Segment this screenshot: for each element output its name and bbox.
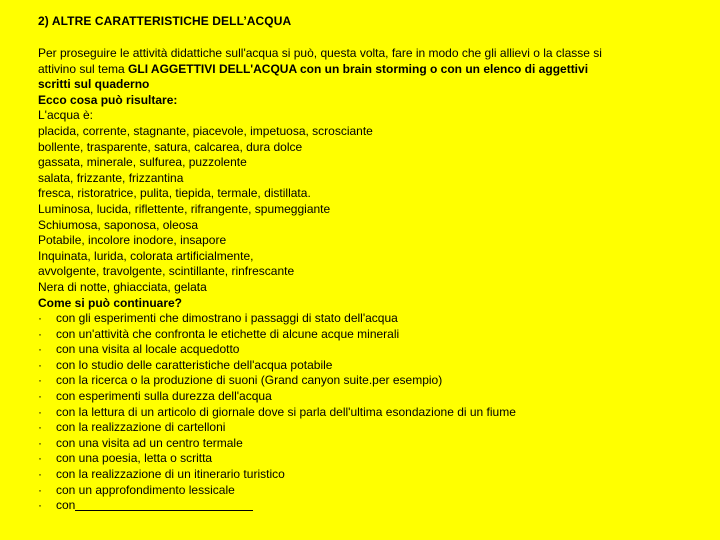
- bullet-marker: ·: [38, 389, 42, 404]
- intro-topic-bold: GLI AGGETTIVI DELL'ACQUA con un brain storming o con un elenco di aggettivi: [128, 61, 589, 76]
- bullet-marker: ·: [38, 404, 42, 419]
- list-item: [38, 467, 688, 483]
- bullet-marker: ·: [38, 482, 42, 497]
- list-item: [38, 389, 688, 405]
- adjective-line: Inquinata, lurida, colorata artificialmente,: [38, 248, 254, 263]
- list-item: [38, 327, 688, 343]
- list-item-text: con un approfondimento lessicale: [56, 482, 235, 497]
- list-item: [38, 451, 688, 467]
- list-item-text: con la realizzazione di cartelloni: [56, 420, 226, 435]
- bullet-marker: ·: [38, 311, 42, 326]
- list-item: [38, 483, 688, 499]
- result-heading: Ecco cosa può risultare:: [38, 92, 178, 107]
- intro-line-1: Per proseguire le attività didattiche sull'acqua si può, questa volta, fare in modo che gli allievi o la classe si: [38, 46, 602, 60]
- adjective-line: Luminosa, lucida, riflettente, rifrangente, spumeggiante: [38, 201, 331, 216]
- list-item: [38, 342, 688, 358]
- adjective-line: Potabile, incolore inodore, insapore: [38, 233, 227, 248]
- bullet-marker: ·: [38, 451, 42, 466]
- intro-line-3: scritti sul quaderno: [38, 77, 150, 92]
- bullet-marker: ·: [38, 326, 42, 341]
- list-item-text: con una visita al locale acquedotto: [56, 342, 240, 357]
- page-title: 2) ALTRE CARATTERISTICHE DELL’ACQUA: [38, 14, 292, 28]
- list-item-text: con la realizzazione di un itinerario turistico: [56, 467, 285, 482]
- list-item: [38, 498, 688, 514]
- list-item-text: con una poesia, letta o scritta: [56, 451, 213, 466]
- adjective-line: Nera di notte, ghiacciata, gelata: [38, 279, 207, 294]
- bullet-marker: ·: [38, 435, 42, 450]
- bullet-marker: ·: [38, 342, 42, 357]
- list-item-text: con: [56, 498, 76, 513]
- bullet-marker: ·: [38, 467, 42, 482]
- adjective-line: placida, corrente, stagnante, piacevole, impetuosa, scrosciante: [38, 123, 373, 138]
- bullet-marker: ·: [38, 373, 42, 388]
- water-is-label: L'acqua è:: [38, 108, 94, 123]
- adjective-line: avvolgente, travolgente, scintillante, rinfrescante: [38, 264, 295, 279]
- intro-line-2-text: attivino sul tema: [38, 61, 129, 76]
- list-item: [38, 358, 688, 374]
- list-item-text: con la lettura di un articolo di giornale dove si parla dell'ultima esondazione di un fiume: [56, 404, 516, 419]
- list-item: [38, 420, 688, 436]
- bullet-list: [38, 311, 688, 514]
- fill-in-blank-line: [75, 498, 253, 511]
- bullet-marker: ·: [38, 357, 42, 372]
- list-item: [38, 436, 688, 452]
- bullet-marker: ·: [38, 498, 42, 513]
- intro-line-2: [38, 62, 688, 78]
- list-item-text: con gli esperimenti che dimostrano i passaggi di stato dell'acqua: [56, 311, 398, 326]
- continue-heading: Come si può continuare?: [38, 295, 183, 310]
- document-body: [38, 46, 688, 514]
- list-item-text: con una visita ad un centro termale: [56, 435, 243, 450]
- list-item: [38, 373, 688, 389]
- list-item-text: con un'attività che confronta le etichette di alcune acque minerali: [56, 326, 400, 341]
- list-item: [38, 405, 688, 421]
- adjective-line: bollente, trasparente, satura, calcarea, dura dolce: [38, 139, 303, 154]
- list-item-text: con esperimenti sulla durezza dell'acqua: [56, 389, 272, 404]
- adjective-line: salata, frizzante, frizzantina: [38, 170, 184, 185]
- adjective-line: fresca, ristoratrice, pulita, tiepida, termale, distillata.: [38, 186, 311, 201]
- list-item-text: con lo studio delle caratteristiche dell'acqua potabile: [56, 357, 333, 372]
- bullet-marker: ·: [38, 420, 42, 435]
- adjective-line: Schiumosa, saponosa, oleosa: [38, 217, 199, 232]
- list-item-text: con la ricerca o la produzione di suoni (Grand canyon suite.per esempio): [56, 373, 443, 388]
- adjective-line: gassata, minerale, sulfurea, puzzolente: [38, 155, 247, 170]
- list-item: [38, 311, 688, 327]
